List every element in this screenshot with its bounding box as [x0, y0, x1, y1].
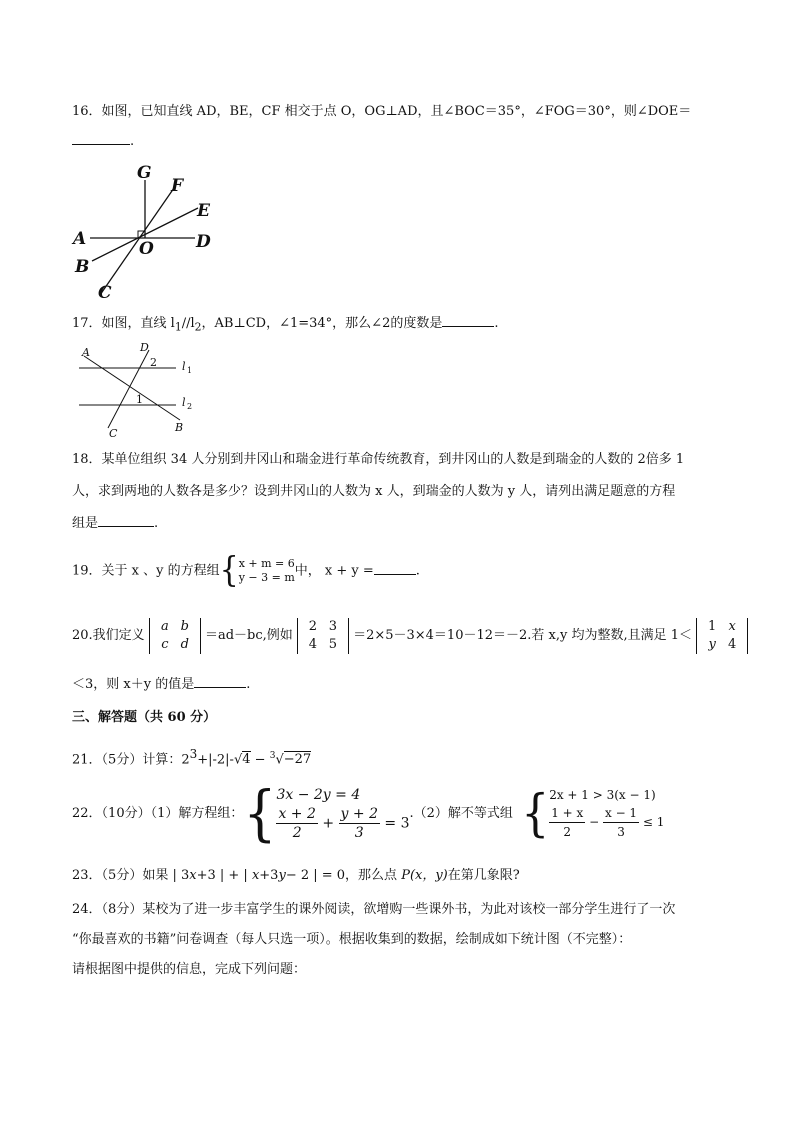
- label-G: G: [137, 163, 152, 183]
- label-D: D: [196, 232, 211, 252]
- label-l2: l: [182, 396, 186, 409]
- brace: {: [521, 783, 550, 843]
- label-O: O: [139, 239, 154, 259]
- question-24-line3: 请根据图中提供的信息，完成下列问题：: [72, 962, 307, 977]
- question-17: 17．如图，直线 $l_1//l_2$，AB⊥CD，∠1=34°，那么∠2的度数是 .: [72, 310, 734, 342]
- line-CF: [100, 188, 174, 295]
- determinant-example: 2 3 4 5: [297, 618, 349, 654]
- question-20: 20.我们定义 a b c d ＝ad－bc,例如 2 3 4 5 ＝2×5－3×4＝10－12＝－2.若 x,y 均为整数,且满足 1＜ 1 x y 4: [72, 616, 734, 656]
- cbrt-symbol: √: [275, 752, 284, 768]
- label-D: D: [140, 341, 149, 354]
- section-3-heading: 三、解答题（共 60 分）: [72, 710, 217, 725]
- question-23: 23．（5分）如果 | 3x+3 | + | x+3y− 2 | = 0，那么点 P(x，y)在第几象限?: [72, 868, 520, 883]
- answer-blank: [374, 560, 416, 575]
- label-B: B: [75, 257, 90, 277]
- answer-blank: [72, 130, 130, 145]
- answer-blank: [442, 312, 494, 327]
- question-22: 22．（10分）（1）解方程组：{ 3x − 2y = 4 $\frac{x + 2}{2}$ + $\frac{y + 2}{3}$ = 3 .（2）解不等式组 { 2x + 1 > 3(x − 1) $\frac{1 + x}{2}$ − $\frac{x - 1}{3}$ ≤ 1: [72, 779, 665, 848]
- question-18-line2: 人，求到两地的人数各是多少？设到井冈山的人数为 x 人，到瑞金的人数为 y 人，请列出满足题意的方程: [72, 484, 676, 499]
- label-C: C: [109, 427, 118, 440]
- question-19: 19．关于 x 、y 的方程组{ x + m = 6 y − 3 = m 中， x + y = .: [72, 550, 420, 591]
- svg-text:2: 2: [187, 402, 193, 411]
- determinant-condition: 1 x y 4: [696, 618, 748, 654]
- question-16-answer-line: .: [72, 128, 734, 156]
- label-l1: l: [182, 360, 186, 373]
- figure-17: [72, 340, 202, 440]
- equation-system: 3x − 2y = 4 $\frac{x + 2}{2}$ + $\frac{y + 2}{3}$ = 3: [276, 787, 410, 841]
- label-B: B: [175, 421, 184, 434]
- q16-text: 16．如图，已知直线 AD，BE，CF 相交于点 O，OG⊥AD，且∠BOC＝35°，∠FOG＝30°，则∠DOE＝: [72, 104, 692, 119]
- question-20-line2: ＜3，则 x＋y 的值是 .: [72, 671, 734, 699]
- brace: {: [219, 550, 239, 591]
- inequality-system: 2x + 1 > 3(x − 1) $\frac{1 + x}{2}$ − $\frac{x - 1}{3}$ ≤ 1: [549, 788, 665, 839]
- label-C: C: [98, 283, 112, 303]
- equation-system: x + m = 6 y − 3 = m: [238, 557, 295, 584]
- angle-2-label: 2: [150, 356, 157, 369]
- angle-1-label: 1: [136, 393, 143, 406]
- line-CD: [108, 350, 149, 428]
- answer-blank: [98, 512, 154, 527]
- question-18-line3: 组是 .: [72, 510, 734, 538]
- figure-16: [70, 158, 230, 303]
- label-A: A: [82, 346, 90, 359]
- question-24-line1: 24．（8分）某校为了进一步丰富学生的课外阅读，欲增购一些课外书，为此对该校一部分学生进行了一次: [72, 902, 676, 917]
- label-E: E: [197, 201, 210, 221]
- question-16: [72, 98, 734, 126]
- line-AB: [84, 356, 180, 420]
- determinant-definition: a b c d: [149, 618, 201, 654]
- question-18-line1: 18．某单位组织 34 人分别到井冈山和瑞金进行革命传统教育，到井冈山的人数是到瑞金的人数的 2倍多 1: [72, 452, 685, 467]
- svg-text:1: 1: [187, 366, 193, 375]
- brace: {: [243, 779, 277, 848]
- label-A: A: [73, 229, 87, 249]
- sqrt-symbol: √: [233, 752, 243, 768]
- question-24-line2: “你最喜欢的书籍”问卷调查（每人只选一项）。根据收集到的数据，绘制成如下统计图（不完整）：: [72, 932, 632, 947]
- answer-blank: [194, 673, 246, 688]
- question-21: 21．（5分）计算：$2^3+|-2|-√4 - ^3√-27$: [72, 747, 312, 768]
- label-F: F: [171, 176, 184, 196]
